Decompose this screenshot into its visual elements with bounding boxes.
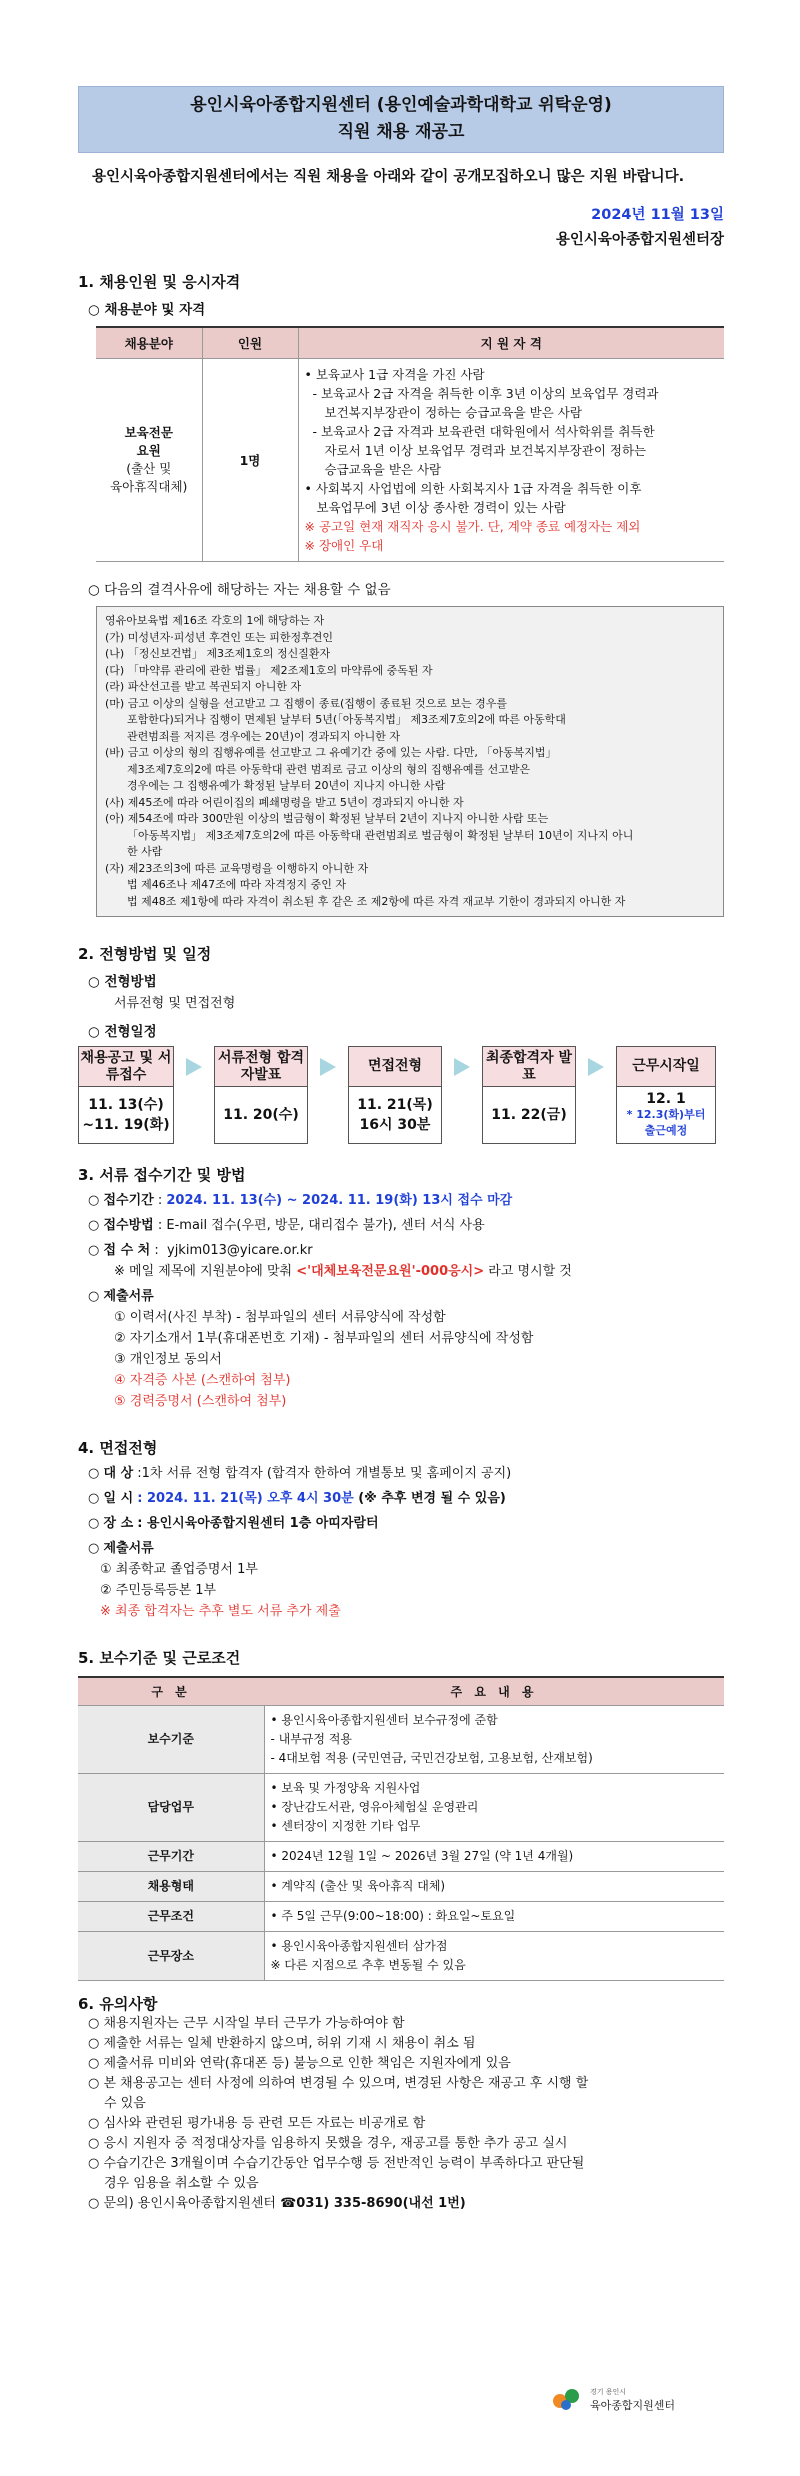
documents-label: ○ 제출서류 bbox=[88, 1289, 154, 1304]
table-row: 근무조건 • 주 5일 근무(9:00~18:00) : 화요일~토요일 bbox=[78, 1902, 724, 1932]
doc-item: ④ 자격증 사본 (스캔하여 첨부) bbox=[114, 1373, 291, 1388]
table-row: 채용형태 • 계약직 (출산 및 육아휴직 대체) bbox=[78, 1872, 724, 1902]
step-start-date: 근무시작일 12. 1 * 12.3(화)부터 출근예정 bbox=[616, 1046, 716, 1144]
th-content: 주 요 내 용 bbox=[264, 1677, 724, 1706]
conditions-table bbox=[78, 1676, 724, 1981]
application-period: ○ 접수기간 : 2024. 11. 13(수) ~ 2024. 11. 19(화) 13시 접수 마감 bbox=[88, 1193, 513, 1208]
table-row: 담당업무 • 보육 및 가정양육 지원사업 • 장난감도서관, 영유아체험실 운영관리 • 센터장이 지정한 기타 업무 bbox=[78, 1774, 724, 1842]
section-5-heading: 5. 보수기준 및 근로조건 bbox=[78, 1649, 241, 1667]
mail-subject-note: ※ 메일 제목에 지원분야에 맞춰 <'대체보육전문요원'-000응시> 라고 명시할 것 bbox=[114, 1264, 572, 1279]
section-1-sub-2: ○ 다음의 결격사유에 해당하는 자는 채용할 수 없음 bbox=[88, 582, 391, 598]
schedule-flow bbox=[78, 1046, 724, 1144]
th-qualification: 지 원 자 격 bbox=[298, 327, 724, 359]
interview-doc-item: ① 최종학교 졸업증명서 1부 bbox=[100, 1562, 258, 1577]
th-field: 채용분야 bbox=[96, 327, 202, 359]
section-6-heading: 6. 유의사항 bbox=[78, 1995, 158, 2013]
step-announcement: 채용공고 및 서류접수 11. 13(수) ~11. 19(화) bbox=[78, 1046, 174, 1144]
notice-date: 2024년 11월 13일 bbox=[591, 207, 724, 223]
title-line-2: 직원 채용 재공고 bbox=[337, 122, 465, 142]
step-interview: 면접전형 11. 21(목) 16시 30분 bbox=[348, 1046, 442, 1144]
arrow-icon bbox=[174, 1046, 214, 1144]
table-row: 근무장소 • 용인시육아종합지원센터 삼가점 ※ 다른 지점으로 추후 변동될 수 있음 bbox=[78, 1932, 724, 1981]
disqualification-box: 영유아보육법 제16조 각호의 1에 해당하는 자 (가) 미성년자·피성년 후견인 또는 피한정후견인 (나) 「정신보건법」 제3조제1호의 정신질환자 (다) 「마약류 관리에 관한 법률」 제2조제1호의 마약류에 중독된 자 (라) 파산선고를 받고 복권되지 아니한 자 (마) 금고 이상의 실형을 선고받고 그 집행이 종료(집행이 종료된 것으로 보는 경우를 포함한다)되거나 집행이 면제된 날부터 5년(「아동복지법」 제3조제7호의2에 따른 아동학대 관련범죄를 저지른 경우에는 20년)이 경과되지 아니한 자 (바) 금고 이상의 형의 집행유예를 선고받고 그 유예기간 중에 있는 사람. 다만, 「아동복지법」 제3조제7호의2에 따른 아동학대 관련 범죄로 금고 이상의 형의 집행유예를 선고받은 경우에는 그 집행유예가 확정된 날부터 20년이 지나지 아니한 사람 (사) 제45조에 따라 어린이집의 폐쇄명령을 받고 5년이 경과되지 아니한 자 (아) 제54조에 따라 300만원 이상의 벌금형이 확정된 날부터 2년이 지나지 아니한 사람 또는 「아동복지법」 제3조제7호의2에 따른 아동학대 관련범죄로 벌금형이 확정된 날부터 10년이 지나지 아니 한 사람 (자) 제23조의3에 따른 교육명령을 이행하지 아니한 자 법 제46조나 제47조에 따라 자격정지 중인 자 법 제48조 제1항에 따라 자격이 취소된 후 같은 조 제2항에 따른 자격 재교부 기한이 경과되지 아니한 자 bbox=[96, 606, 724, 917]
section-2-sub-2: ○ 전형일정 bbox=[88, 1024, 157, 1040]
interview-target: ○ 대 상 :1차 서류 전형 합격자 (합격자 한하여 개별통보 및 홈페이지 공지) bbox=[88, 1466, 512, 1481]
doc-item: ① 이력서(사진 부착) - 첨부파일의 센터 서류양식에 작성함 bbox=[114, 1310, 446, 1325]
doc-item: ② 자기소개서 1부(휴대폰번호 기재) - 첨부파일의 센터 서류양식에 작성함 bbox=[114, 1331, 534, 1346]
doc-item: ③ 개인정보 동의서 bbox=[114, 1352, 222, 1367]
logo-name: 육아종합지원센터 bbox=[590, 2399, 676, 2412]
table-row: 보수기준 • 용인시육아종합지원센터 보수규정에 준함 - 내부규정 적용 - 4대보험 적용 (국민연금, 국민건강보험, 고용보험, 산재보험) bbox=[78, 1706, 724, 1774]
arrow-icon bbox=[576, 1046, 616, 1144]
center-logo bbox=[552, 2386, 675, 2412]
section-2-heading: 2. 전형방법 및 일정 bbox=[78, 945, 212, 963]
qualification-cell: • 보육교사 1급 자격을 가진 사람 - 보육교사 2급 자격을 취득한 이후 3년 이상의 보육업무 경력과 보건복지부장관이 정하는 승급교육을 받은 사람 - 보육교사 2급 자격과 보육관련 대학원에서 석사학위를 취득한 자로서 1년 이상 보육업무 경력과 보건복지부장관이 정하는 승급교육을 받은 사람 • 사회복지 사업법에 의한 사회복지사 1급 자격을 취득한 이후 보육업무에 3년 이상 종사한 경력이 있는 사람 ※ 공고일 현재 재직자 응시 불가. 단, 계약 종료 예정자는 제외 ※ 장애인 우대 bbox=[298, 359, 724, 562]
section-1-heading: 1. 채용인원 및 응시자격 bbox=[78, 273, 241, 291]
th-count: 인원 bbox=[202, 327, 298, 359]
arrow-icon bbox=[308, 1046, 348, 1144]
title-box bbox=[78, 86, 724, 153]
logo-small-text: 경기 용인시 bbox=[590, 2388, 627, 2396]
title-line-1: 용인시육아종합지원센터 (용인예술과학대학교 위탁운영) bbox=[190, 95, 612, 115]
issuer: 용인시육아종합지원센터장 bbox=[555, 232, 724, 248]
th-category: 구 분 bbox=[78, 1677, 264, 1706]
field-cell: 보육전문 요원 (출산 및 육아휴직대체) bbox=[96, 359, 202, 562]
application-method: ○ 접수방법 : E-mail 접수(우편, 방문, 대리접수 불가), 센터 서식 사용 bbox=[88, 1218, 485, 1233]
qualification-table bbox=[96, 326, 724, 562]
table-row: 근무기간 • 2024년 12월 1일 ~ 2026년 3월 27일 (약 1년 4개월) bbox=[78, 1842, 724, 1872]
count-cell: 1명 bbox=[202, 359, 298, 562]
interview-doc-item: ② 주민등록등본 1부 bbox=[100, 1583, 217, 1598]
document bbox=[78, 86, 724, 2214]
section-2-sub-1: ○ 전형방법 bbox=[88, 974, 157, 990]
step-final-result: 최종합격자 발표 11. 22(금) bbox=[482, 1046, 576, 1144]
contact-line: ○ 문의) 용인시육아종합지원센터 ☎031) 335-8690(내선 1번) bbox=[88, 2196, 466, 2211]
section-1-sub-1: ○ 채용분야 및 자격 bbox=[88, 302, 206, 318]
intro-text: 용인시육아종합지원센터에서는 직원 채용을 아래와 같이 공개모집하오니 많은 지원 바랍니다. bbox=[92, 169, 685, 185]
logo-icon bbox=[552, 2386, 586, 2412]
application-email: ○ 접 수 처 : yjkim013@yicare.or.kr bbox=[88, 1243, 313, 1258]
interview-place: ○ 장 소 : 용인시육아종합지원센터 1층 아띠자람터 bbox=[88, 1516, 379, 1531]
section-3-heading: 3. 서류 접수기간 및 방법 bbox=[78, 1166, 246, 1184]
notes-list: ○ 채용지원자는 근무 시작일 부터 근무가 가능하여야 함 ○ 제출한 서류는 일체 반환하지 않으며, 허위 기재 시 채용이 취소 됨 ○ 제출서류 미비와 연락(휴대폰 등) 불능으로 인한 책임은 지원자에게 있음 ○ 본 채용공고는 센터 사정에 의하여 변경될 수 있으며, 변경된 사항은 재공고 후 시행 할 수 있음 ○ 심사와 관련된 평가내용 등 관련 모든 자료는 비공개로 함 ○ 응시 지원자 중 적정대상자를 임용하지 못했을 경우, 재공고를 통한 추가 공고 실시 ○ 수습기간은 3개월이며 수습기간동안 업무수행 등 전반적인 능력이 부족하다고 판단될 경우 임용을 취소할 수 있음 ○ 문의) 용인시육아종합지원센터 ☎031) 335-8690(내선 1번) bbox=[78, 2014, 724, 2214]
arrow-icon bbox=[442, 1046, 482, 1144]
selection-method: 서류전형 및 면접전형 bbox=[114, 996, 236, 1011]
interview-docs-label: ○ 제출서류 bbox=[88, 1541, 154, 1556]
doc-item: ⑤ 경력증명서 (스캔하여 첨부) bbox=[114, 1394, 287, 1409]
interview-time: ○ 일 시 : 2024. 11. 21(목) 오후 4시 30분 (※ 추후 변경 될 수 있음) bbox=[88, 1491, 506, 1506]
step-document-result: 서류전형 합격자발표 11. 20(수) bbox=[214, 1046, 308, 1144]
section-4-heading: 4. 면접전형 bbox=[78, 1439, 158, 1457]
interview-doc-note: ※ 최종 합격자는 추후 별도 서류 추가 제출 bbox=[100, 1604, 341, 1619]
